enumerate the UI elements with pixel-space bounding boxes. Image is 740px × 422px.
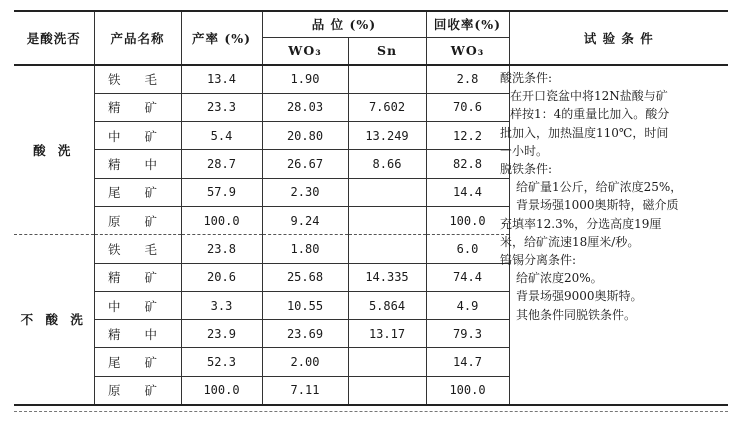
sn-grade-cell <box>348 65 426 93</box>
wo3-grade-cell: 10.55 <box>262 291 348 319</box>
yield-cell: 23.9 <box>181 320 262 348</box>
group-label: 酸 洗 <box>33 143 75 159</box>
yield-cell: 3.3 <box>181 291 262 319</box>
wo3-grade-cell: 7.11 <box>262 376 348 404</box>
condition-line: 米，给矿流速18厘米/秒。 <box>500 234 640 249</box>
recovery-cell: 2.8 <box>426 65 509 93</box>
wo3-grade-cell: 23.69 <box>262 320 348 348</box>
product-name-cell: 中 矿 <box>94 291 181 319</box>
group-label: 不 酸 洗 <box>14 235 94 405</box>
recovery-cell: 6.0 <box>426 235 509 263</box>
condition-line: 给矿浓度20%。 <box>516 271 603 286</box>
recovery-cell: 14.4 <box>426 178 509 206</box>
wo3-grade-cell: 28.03 <box>262 93 348 121</box>
condition-line: 一小时。 <box>500 143 549 158</box>
header-recovery-wo3: WO₃ <box>426 37 509 65</box>
sn-grade-cell <box>348 348 426 376</box>
condition-line: 充填率12.3%，分选高度19厘 <box>500 216 662 231</box>
yield-cell: 23.3 <box>181 93 262 121</box>
product-name-cell: 铁 毛 <box>94 235 181 263</box>
yield-cell: 100.0 <box>181 376 262 404</box>
recovery-cell: 70.6 <box>426 93 509 121</box>
condition-line: 其他条件同脱铁条件。 <box>516 307 637 322</box>
wo3-grade-cell: 2.30 <box>262 178 348 206</box>
header-product: 产品名称 <box>94 11 181 65</box>
recovery-cell: 4.9 <box>426 291 509 319</box>
header-grade: 品 位 (%) <box>262 11 426 37</box>
yield-cell: 5.4 <box>181 122 262 150</box>
product-name-cell: 原 矿 <box>94 206 181 234</box>
header-yield: 产率 (%) <box>181 11 262 65</box>
condition-line: 批加入，加热温度110℃，时间 <box>500 125 669 140</box>
yield-cell: 57.9 <box>181 178 262 206</box>
recovery-cell: 74.4 <box>426 263 509 291</box>
product-name-cell: 精 矿 <box>94 263 181 291</box>
yield-cell: 20.6 <box>181 263 262 291</box>
recovery-cell: 14.7 <box>426 348 509 376</box>
yield-cell: 13.4 <box>181 65 262 93</box>
product-name-cell: 精 中 <box>94 150 181 178</box>
condition-line: 脱铁条件: <box>500 162 553 177</box>
header-recovery: 回收率(%) <box>426 11 509 37</box>
product-name-cell: 精 中 <box>94 320 181 348</box>
wo3-grade-cell: 1.90 <box>262 65 348 93</box>
condition-line: 钨锡分离条件: <box>500 253 577 268</box>
condition-line: 样按1：4的重量比加入。酸分 <box>510 107 670 122</box>
product-name-cell: 精 矿 <box>94 93 181 121</box>
recovery-cell: 100.0 <box>426 376 509 404</box>
header-conditions: 试 验 条 件 <box>509 11 728 65</box>
condition-line: 在开口瓷盆中将12N盐酸与矿 <box>510 89 668 104</box>
condition-line: 酸洗条件: <box>500 71 553 85</box>
test-conditions <box>500 69 728 324</box>
condition-line: 背景场强9000奥斯特。 <box>516 289 643 304</box>
sn-grade-cell: 13.249 <box>348 122 426 150</box>
header-wo3: WO₃ <box>262 37 348 65</box>
bottom-rule <box>14 411 728 412</box>
yield-cell: 23.8 <box>181 235 262 263</box>
product-name-cell: 尾 矿 <box>94 348 181 376</box>
wo3-grade-cell: 1.80 <box>262 235 348 263</box>
product-name-cell: 尾 矿 <box>94 178 181 206</box>
product-name-cell: 原 矿 <box>94 376 181 404</box>
condition-line: 背景场强1000奥斯特，磁介质 <box>516 198 679 213</box>
sn-grade-cell: 14.335 <box>348 263 426 291</box>
product-name-cell: 中 矿 <box>94 122 181 150</box>
wo3-grade-cell: 20.80 <box>262 122 348 150</box>
yield-cell: 52.3 <box>181 348 262 376</box>
recovery-cell: 79.3 <box>426 320 509 348</box>
sn-grade-cell <box>348 178 426 206</box>
sn-grade-cell: 7.602 <box>348 93 426 121</box>
sn-grade-cell <box>348 235 426 263</box>
header-wash: 是酸洗否 <box>26 31 81 46</box>
sn-grade-cell: 5.864 <box>348 291 426 319</box>
sn-grade-cell <box>348 376 426 404</box>
sn-grade-cell: 13.17 <box>348 320 426 348</box>
header-sn: Sn <box>348 37 426 65</box>
sn-grade-cell <box>348 206 426 234</box>
wo3-grade-cell: 2.00 <box>262 348 348 376</box>
yield-cell: 28.7 <box>181 150 262 178</box>
wo3-grade-cell: 25.68 <box>262 263 348 291</box>
recovery-cell: 12.2 <box>426 122 509 150</box>
sn-grade-cell: 8.66 <box>348 150 426 178</box>
condition-line: 给矿量1公斤，给矿浓度25%， <box>516 180 683 195</box>
wo3-grade-cell: 9.24 <box>262 206 348 234</box>
wo3-grade-cell: 26.67 <box>262 150 348 178</box>
yield-cell: 100.0 <box>181 206 262 234</box>
recovery-cell: 82.8 <box>426 150 509 178</box>
recovery-cell: 100.0 <box>426 206 509 234</box>
product-name-cell: 铁 毛 <box>94 65 181 93</box>
